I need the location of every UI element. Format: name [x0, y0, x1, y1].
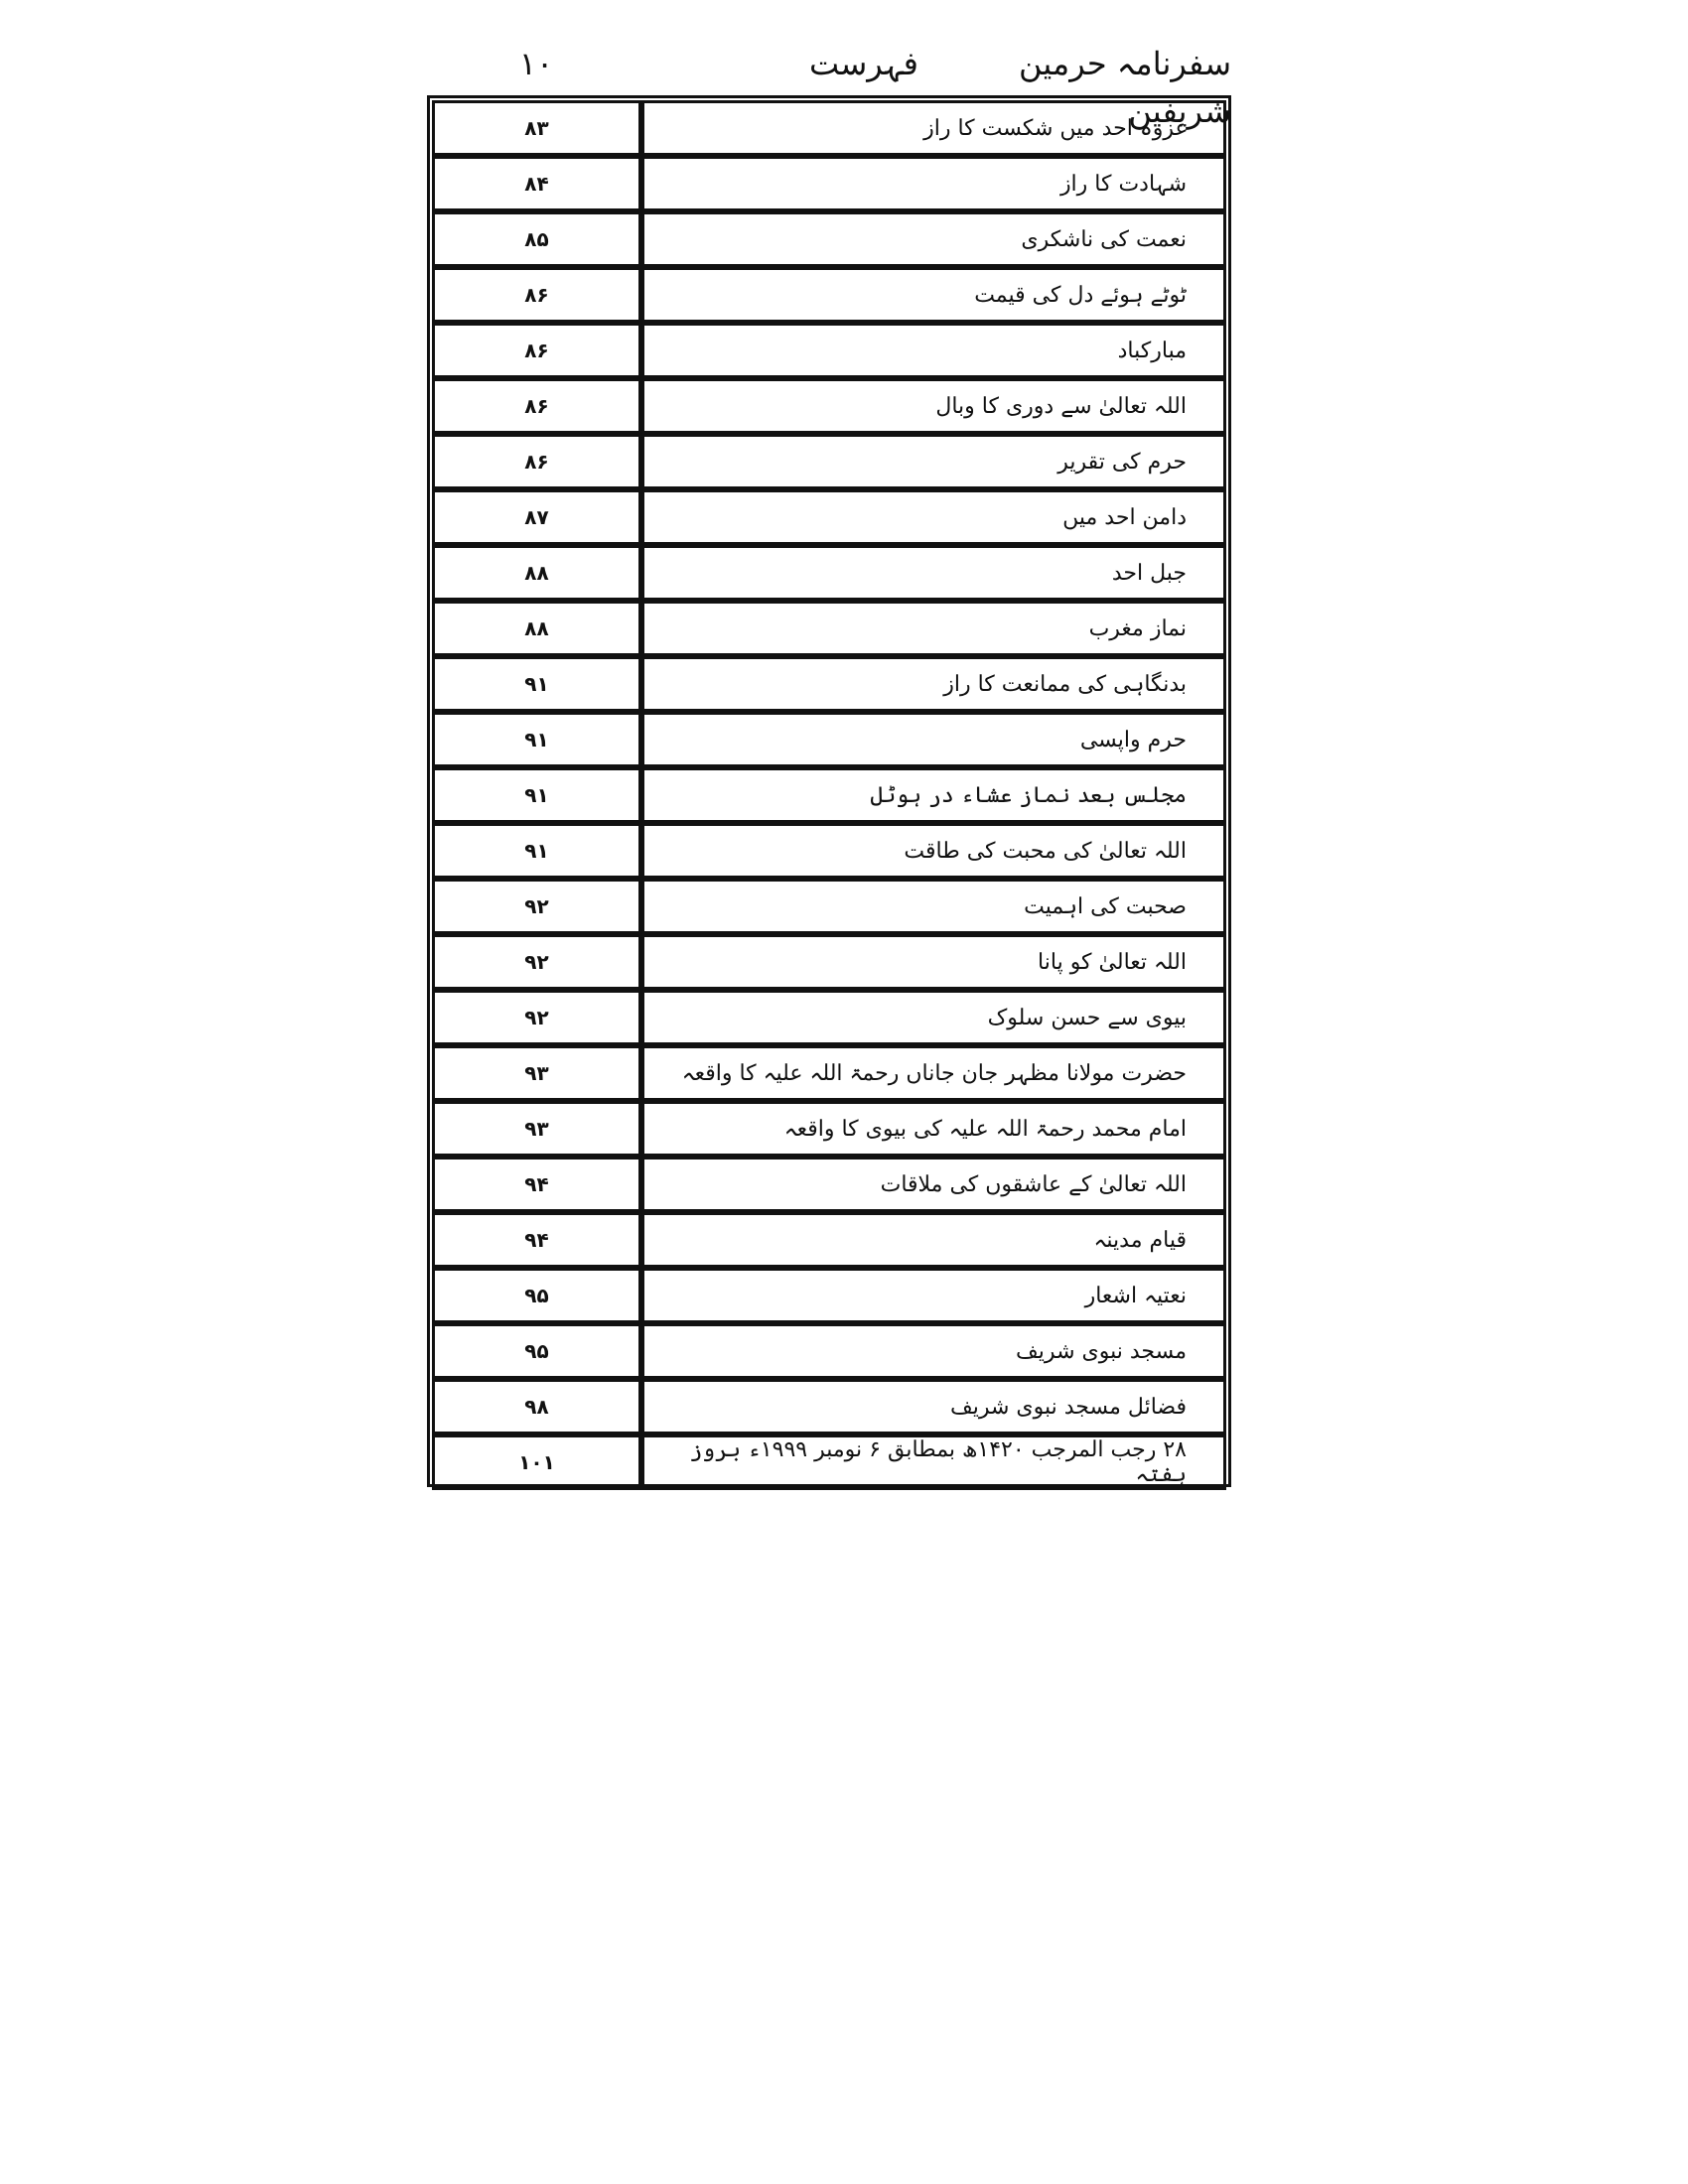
toc-row	[432, 767, 1226, 823]
toc-page-number: ۹۲	[432, 934, 638, 990]
toc-page-number: ۸۶	[432, 323, 638, 378]
toc-entry-title: ۲۸ رجب المرجب ۱۴۲۰ھ بمطابق ۶ نومبر ۱۹۹۹ء بروز ہفتہ	[644, 1434, 1226, 1490]
toc-page-number: ۹۲	[432, 990, 638, 1045]
toc-page-number: ۹۳	[432, 1101, 638, 1157]
toc-entry-title: فضائل مسجد نبوی شریف	[644, 1379, 1226, 1434]
toc-row	[432, 1157, 1226, 1212]
toc-entry-title: نعمت کی ناشکری	[644, 211, 1226, 267]
toc-entry-title: غزوہ احد میں شکست کا راز	[644, 100, 1226, 156]
toc-entry-title: بدنگاہی کی ممانعت کا راز	[644, 656, 1226, 712]
toc-row	[432, 323, 1226, 378]
toc-row	[432, 712, 1226, 767]
toc-page-number: ۹۸	[432, 1379, 638, 1434]
toc-entry-title: اللہ تعالیٰ کو پانا	[644, 934, 1226, 990]
toc-page-number: ۱۰۱	[432, 1434, 638, 1490]
toc-row	[432, 378, 1226, 434]
toc-row	[432, 990, 1226, 1045]
toc-entry-title: اللہ تعالیٰ کی محبت کی طاقت	[644, 823, 1226, 879]
toc-row	[432, 434, 1226, 489]
toc-entry-title: حضرت مولانا مظہر جان جاناں رحمۃ اللہ علیہ کا واقعہ	[644, 1045, 1226, 1101]
toc-row	[432, 489, 1226, 545]
toc-entry-title: اللہ تعالیٰ کے عاشقوں کی ملاقات	[644, 1157, 1226, 1212]
toc-row	[432, 879, 1226, 934]
toc-entry-title: قیام مدینہ	[644, 1212, 1226, 1268]
toc-row	[432, 545, 1226, 601]
toc-entry-title: شہادت کا راز	[644, 156, 1226, 211]
toc-page-number: ۹۱	[432, 712, 638, 767]
toc-entry-title: مجلس بعد نماز عشاء در ہوٹل	[644, 767, 1226, 823]
toc-page-number: ۹۱	[432, 767, 638, 823]
toc-row	[432, 823, 1226, 879]
book-title: سفرنامہ حرمین شریفین	[1019, 45, 1231, 130]
section-title: فہرست	[809, 45, 918, 82]
toc-page-number: ۹۵	[432, 1268, 638, 1323]
toc-entry-title: حرم کی تقریر	[644, 434, 1226, 489]
toc-row	[432, 1045, 1226, 1101]
toc-entry-title: دامن احد میں	[644, 489, 1226, 545]
toc-entry-title: صحبت کی اہمیت	[644, 879, 1226, 934]
toc-page-number: ۹۱	[432, 823, 638, 879]
toc-row	[432, 1212, 1226, 1268]
toc-table	[432, 100, 1226, 1490]
toc-row	[432, 1268, 1226, 1323]
toc-row	[432, 656, 1226, 712]
toc-row	[432, 211, 1226, 267]
toc-page-number: ۹۴	[432, 1157, 638, 1212]
toc-entry-title: جبل احد	[644, 545, 1226, 601]
toc-page-number: ۸۵	[432, 211, 638, 267]
toc-page-number: ۸۶	[432, 434, 638, 489]
toc-row	[432, 156, 1226, 211]
toc-page-number: ۸۸	[432, 601, 638, 656]
toc-page-number: ۸۷	[432, 489, 638, 545]
toc-entry-title: نعتیہ اشعار	[644, 1268, 1226, 1323]
toc-page-number: ۸۴	[432, 156, 638, 211]
toc-entry-title: امام محمد رحمۃ اللہ علیہ کی بیوی کا واقعہ	[644, 1101, 1226, 1157]
toc-entry-title: مسجد نبوی شریف	[644, 1323, 1226, 1379]
toc-entry-title: اللہ تعالیٰ سے دوری کا وبال	[644, 378, 1226, 434]
toc-page-number: ۹۴	[432, 1212, 638, 1268]
toc-page-number: ۸۸	[432, 545, 638, 601]
toc-row	[432, 100, 1226, 156]
toc-page-number: ۸۶	[432, 378, 638, 434]
toc-entry-title: بیوی سے حسن سلوک	[644, 990, 1226, 1045]
toc-page-number: ۸۳	[432, 100, 638, 156]
toc-row	[432, 1101, 1226, 1157]
toc-row	[432, 1323, 1226, 1379]
table-of-contents	[427, 95, 1231, 1487]
page-number: ۱۰	[518, 45, 554, 82]
toc-page-number: ۹۵	[432, 1323, 638, 1379]
toc-row	[432, 601, 1226, 656]
toc-row	[432, 267, 1226, 323]
toc-page-number: ۹۱	[432, 656, 638, 712]
toc-entry-title: ٹوٹے ہوئے دل کی قیمت	[644, 267, 1226, 323]
toc-page-number: ۸۶	[432, 267, 638, 323]
toc-row	[432, 934, 1226, 990]
toc-entry-title: حرم واپسی	[644, 712, 1226, 767]
toc-entry-title: نماز مغرب	[644, 601, 1226, 656]
toc-entry-title: مبارکباد	[644, 323, 1226, 378]
toc-page-number: ۹۳	[432, 1045, 638, 1101]
toc-row	[432, 1379, 1226, 1434]
toc-row	[432, 1434, 1226, 1490]
toc-page-number: ۹۲	[432, 879, 638, 934]
